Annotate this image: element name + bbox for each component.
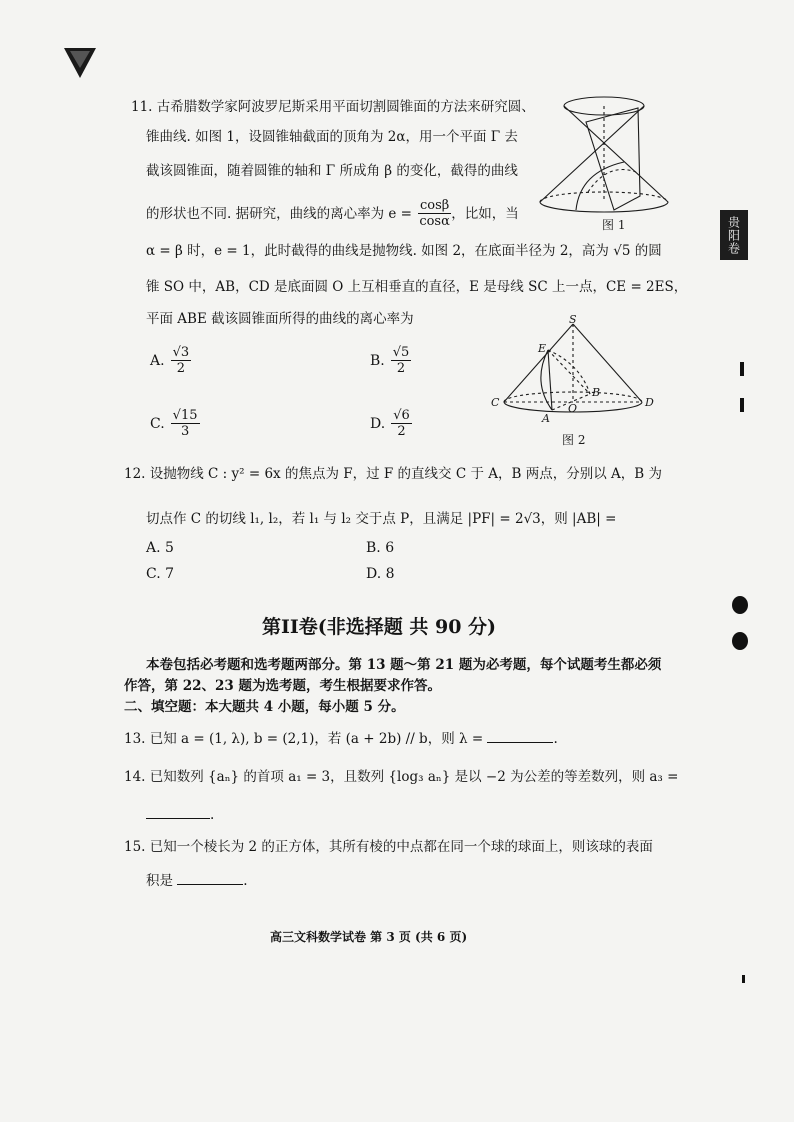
- fig2-label-d: D: [645, 396, 654, 409]
- figure-2-cone: [490, 314, 660, 450]
- q11-line-1: 11. 古希腊数学家阿波罗尼斯采用平面切割圆锥面的方法来研究圆、: [131, 99, 535, 115]
- q11-line-3: 截该圆锥面，随着圆锥的轴和 Γ 所成角 β 的变化，截得的曲线: [146, 163, 518, 179]
- question-13: 13. 已知 a = (1, λ), b = (2,1)，若 (a + 2b) // b，则 λ = .: [124, 731, 558, 747]
- q11-option-d: D. $\frac{√6}{2}$: [370, 408, 410, 439]
- q12-option-c: C. 7: [146, 566, 175, 582]
- scan-mark: [740, 362, 744, 376]
- scan-mark: [740, 398, 744, 412]
- q14-answer-line: .: [146, 806, 214, 824]
- q11-line-2: 锥曲线. 如图 1，设圆锥轴截面的顶角为 2α，用一个平面 Γ 去: [146, 129, 518, 145]
- q15-answer-blank[interactable]: [177, 884, 243, 885]
- eccentricity-fraction: $\frac{\cos\beta}{\cos\alpha}$: [419, 198, 450, 229]
- scan-dot: [732, 632, 748, 650]
- fig2-label-e: E: [538, 342, 547, 355]
- q11-line-7: 平面 ABE 截该圆锥面所得的曲线的离心率为: [146, 311, 414, 327]
- question-14: 14. 已知数列 {aₙ} 的首项 a₁ = 3，且数列 {log₃ aₙ} 是以 −2 为公差的等差数列，则 a₃ =: [124, 769, 679, 785]
- scan-mark: [742, 975, 745, 983]
- fig2-label-b: B: [592, 386, 601, 399]
- q11-option-b: B. $\frac{√5}{2}$: [370, 345, 410, 376]
- page-footer: 高三文科数学试卷 第 3 页 (共 6 页): [270, 930, 468, 944]
- figure-1-double-cone: [528, 92, 676, 232]
- q11-line-5: α = β 时，e = 1，此时截得的曲线是抛物线. 如图 2，在底面半径为 2，高为 √5 的圆: [146, 243, 662, 259]
- section-intro-line-2: 作答，第 22、23 题为选考题，考生根据要求作答。: [124, 678, 441, 694]
- q11-option-a: A. $\frac{√3}{2}$: [150, 345, 190, 376]
- figure-2-caption: 图 2: [562, 433, 586, 447]
- q12-option-a: A. 5: [146, 540, 174, 556]
- question-15-line-2: 积是 .: [146, 873, 248, 889]
- scan-dot: [732, 596, 748, 614]
- q11-option-c: C. $\frac{√15}{3}$: [150, 408, 198, 439]
- q11-line-6: 锥 SO 中，AB，CD 是底面圆 O 上互相垂直的直径，E 是母线 SC 上一点，CE = 2ES，: [146, 279, 688, 295]
- q12-line-1: 12. 设抛物线 C : y² = 6x 的焦点为 F，过 F 的直线交 C 于 A，B 两点，分别以 A，B 为: [124, 466, 662, 482]
- fig2-label-o: O: [568, 402, 578, 415]
- q12-line-2: 切点作 C 的切线 l₁, l₂，若 l₁ 与 l₂ 交于点 P，且满足 |PF| = 2√3，则 |AB| =: [146, 511, 617, 527]
- section-2-title: 第II卷(非选择题 共 90 分): [262, 616, 497, 638]
- q12-option-b: B. 6: [366, 540, 395, 556]
- q11-line-4: 的形状也不同. 据研究，曲线的离心率为 e = $\frac{\cos\beta}{\cos\alpha}$ ，比如，当: [146, 198, 519, 229]
- corner-mark-icon: [60, 42, 100, 82]
- figure-1-caption: 图 1: [602, 218, 626, 232]
- q13-answer-blank[interactable]: [487, 742, 553, 743]
- fig2-label-c: C: [491, 396, 500, 409]
- fig2-label-s: S: [569, 314, 577, 326]
- fig2-label-a: A: [542, 412, 550, 425]
- section-intro-line-1: 本卷包括必考题和选考题两部分。第 13 题～第 21 题为必考题，每个试题考生都必须: [146, 657, 662, 673]
- part-2-heading: 二、填空题：本大题共 4 小题，每小题 5 分。: [124, 699, 405, 715]
- side-tab: 贵阳卷: [720, 210, 748, 260]
- question-15-line-1: 15. 已知一个棱长为 2 的正方体，其所有棱的中点都在同一个球的球面上，则该球的表面: [124, 839, 653, 855]
- q14-answer-blank[interactable]: [146, 818, 210, 819]
- q12-option-d: D. 8: [366, 566, 395, 582]
